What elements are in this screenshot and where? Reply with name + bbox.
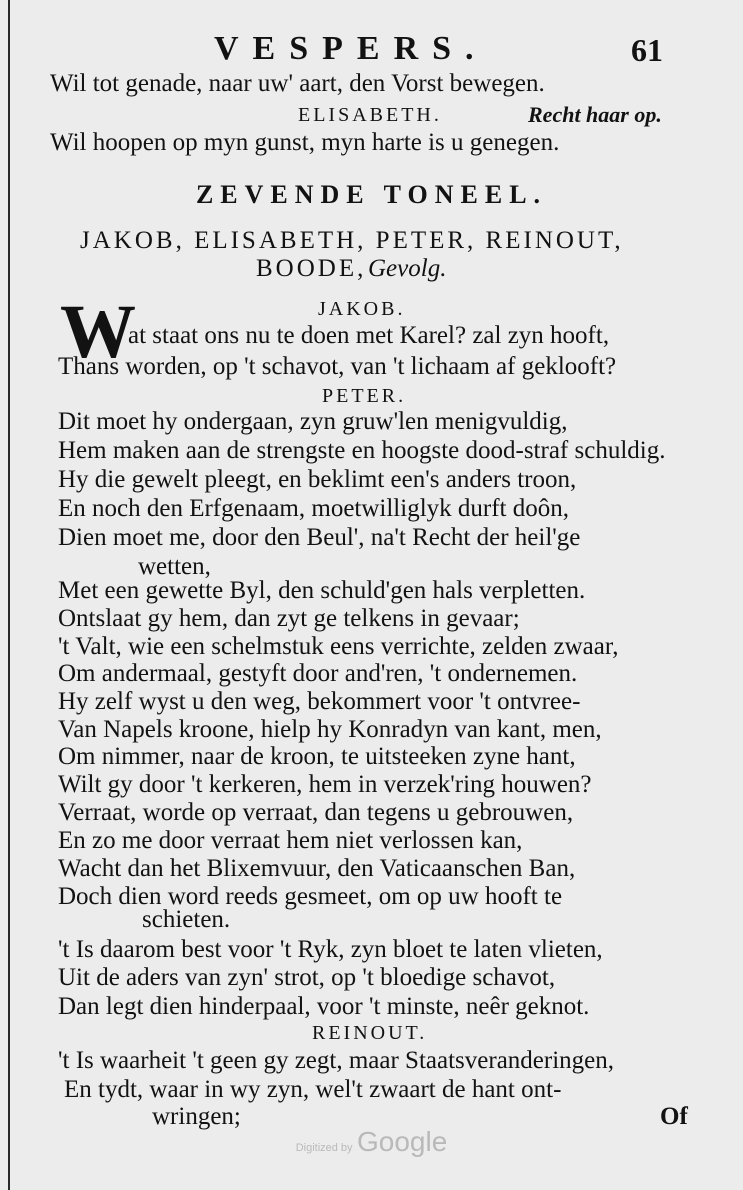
cast-list-names: BOODE, — [256, 255, 367, 282]
stage-direction: Recht haar op. — [528, 102, 662, 127]
verse-line: at staat ons nu te doen met Karel? zal zyn hooft, — [128, 322, 610, 349]
verse-line: En tydt, waar in wy zyn, wel't zwaart de hant ont- — [64, 1076, 562, 1103]
verse-line: Met een gewette Byl, den schuld'gen hals verpletten. — [58, 577, 586, 604]
catchword: Of — [660, 1103, 688, 1130]
verse-line: Ontslaat gy hem, dan zyt ge telkens in gevaar; — [58, 605, 520, 632]
running-header: VESPERS. — [214, 30, 488, 67]
cast-list: JAKOB, ELISABETH, PETER, REINOUT, — [80, 227, 624, 254]
page-binding-edge — [8, 0, 10, 1190]
verse-line: 't Is waarheit 't geen gy zegt, maar Staatsveranderingen, — [58, 1047, 615, 1074]
verse-line: Wil hoopen op myn gunst, myn harte is u genegen. — [50, 129, 560, 156]
verse-line: Uit de aders van zyn' strot, op 't bloedige schavot, — [58, 964, 556, 991]
digitization-watermark — [0, 1126, 743, 1158]
verse-line: 't Is daarom best voor 't Ryk, zyn bloet te laten vlieten, — [58, 936, 603, 963]
speaker-name: ELISABETH. — [298, 104, 442, 126]
verse-line: Wacht dan het Blixemvuur, den Vaticaanschen Ban, — [58, 855, 576, 882]
verse-line: Om nimmer, naar de kroon, te uitsteeken zyne hant, — [58, 743, 576, 770]
google-logo: Google — [357, 1126, 448, 1157]
verse-line: En noch den Erfgenaam, moetwilliglyk durft doôn, — [58, 495, 569, 522]
verse-line: Verraat, worde op verraat, dan tegens u gebrouwen, — [58, 799, 574, 826]
drop-capital: W — [60, 290, 136, 374]
scene-title: ZEVENDE TONEEL. — [195, 180, 548, 209]
speaker-name: PETER. — [322, 385, 407, 407]
verse-line: Doch dien word reeds gesmeet, om op uw hooft te — [58, 883, 563, 910]
verse-line-continuation: schieten. — [142, 906, 231, 933]
verse-line: Dan legt dien hinderpaal, voor 't minste, neêr geknot. — [58, 993, 590, 1020]
speaker-name: JAKOB. — [318, 298, 406, 320]
verse-line: Hy zelf wyst u den weg, bekommert voor 't ontvree- — [58, 688, 581, 715]
watermark-prefix: Digitized by — [295, 1142, 353, 1154]
speaker-name: REINOUT. — [312, 1022, 428, 1044]
cast-list-followers: Gevolg. — [368, 255, 447, 282]
verse-line: Hem maken aan de strengste en hoogste dood-straf schuldig. — [58, 437, 666, 464]
verse-line: Hy die gewelt pleegt, en beklimt een's anders troon, — [58, 466, 577, 493]
verse-line: Thans worden, op 't schavot, van 't lichaam af geklooft? — [58, 353, 617, 380]
verse-line: Dit moet hy ondergaan, zyn gruw'len menigvuldig, — [58, 408, 568, 435]
verse-line: 't Valt, wie een schelmstuk eens verrichte, zelden zwaar, — [58, 633, 619, 660]
verse-line: Van Napels kroone, hielp hy Konradyn van kant, men, — [58, 716, 602, 743]
verse-line: En zo me door verraat hem niet verlossen kan, — [58, 827, 523, 854]
verse-line-continuation: wetten, — [138, 553, 211, 580]
page-number: 61 — [631, 32, 663, 68]
verse-line: Wilt gy door 't kerkeren, hem in verzek'ring houwen? — [58, 771, 592, 798]
verse-line: Om andermaal, gestyft door and'ren, 't ondernemen. — [58, 660, 578, 687]
verse-line: Wil tot genade, naar uw' aart, den Vorst bewegen. — [50, 70, 545, 97]
verse-line-continuation: wringen; — [152, 1103, 241, 1130]
verse-line: Dien moet me, door den Beul', na't Recht der heil'ge — [58, 524, 581, 551]
